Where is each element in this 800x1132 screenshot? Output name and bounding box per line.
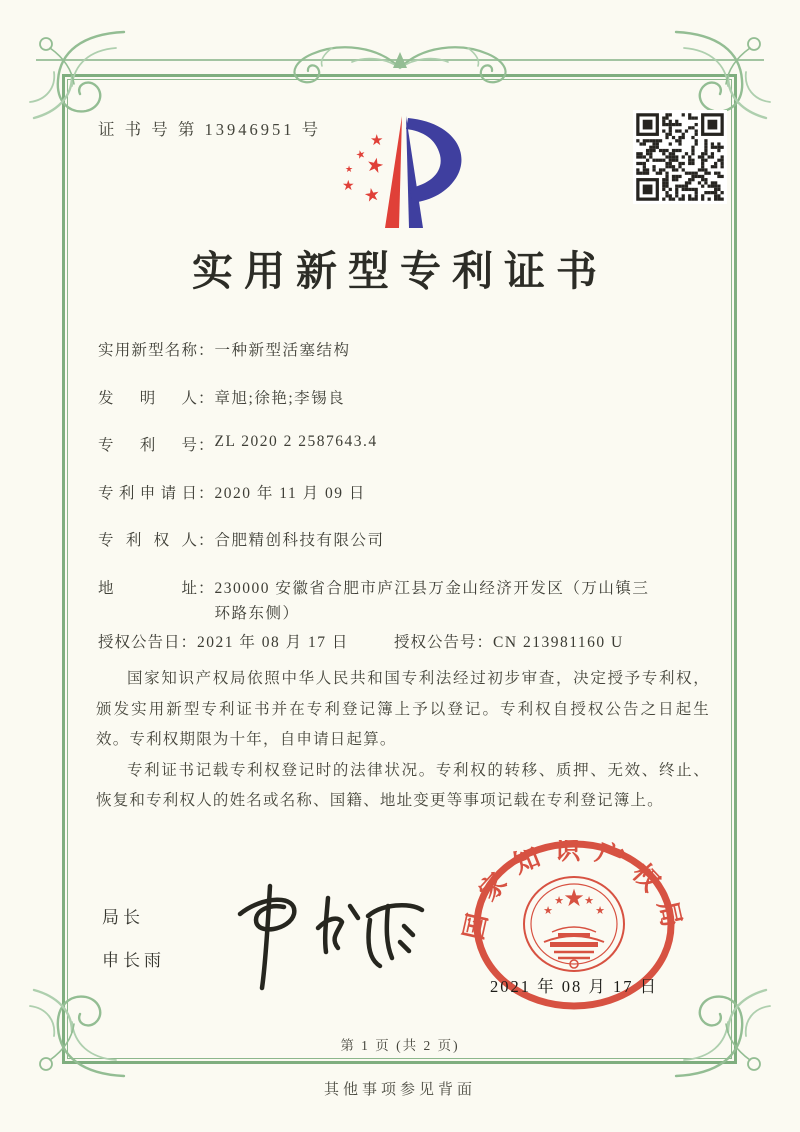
seal-date: 2021 年 08 月 17 日 — [489, 977, 659, 996]
field-colon: ： — [198, 485, 215, 502]
certificate-body — [96, 664, 710, 817]
commissioner-name: 申长雨 — [102, 951, 165, 970]
field-colon: ： — [198, 580, 215, 597]
field-value: 章旭;徐艳;李锡良 — [214, 390, 346, 407]
grant-row — [98, 630, 718, 652]
logo-triangle-blue — [406, 116, 423, 228]
field-row-inventors — [98, 386, 708, 408]
logo-star-icon: ★ — [342, 179, 355, 194]
field-colon: ： — [198, 532, 215, 549]
seal-text: 国家知识产权局 — [458, 840, 690, 943]
back-note: 其他事项参见背面 — [323, 1082, 476, 1098]
qr-code — [633, 110, 727, 204]
field-colon: ： — [198, 342, 215, 359]
field-value: 一种新型活塞结构 — [214, 342, 351, 359]
field-label: 专利号 — [98, 437, 198, 454]
field-row-filing-date — [98, 481, 708, 503]
certificate-number: 证 书 号 第 13946951 号 — [98, 120, 322, 139]
field-label: 地址 — [98, 580, 198, 597]
logo-p-curve — [406, 118, 461, 203]
logo-triangle-red — [385, 116, 402, 228]
field-colon: ： — [198, 390, 215, 407]
logo-star-icon: ★ — [354, 147, 368, 163]
field-row-patentee — [98, 528, 708, 550]
svg-text:★: ★ — [563, 884, 585, 912]
grant-date: 授权公告日：2021 年 08 月 17 日 — [98, 634, 349, 651]
page-number: 第 1 页 (共 2 页) — [340, 1038, 460, 1053]
field-row-patent-no — [98, 433, 708, 455]
field-value: ZL 2020 2 2587643.4 — [214, 433, 378, 450]
field-row-name — [98, 338, 708, 360]
certificate-title: 实用新型专利证书 — [192, 248, 608, 294]
field-label: 专利权人 — [98, 532, 198, 549]
field-value: 2020 年 11 月 09 日 — [214, 485, 366, 502]
field-value: 合肥精创科技有限公司 — [214, 532, 385, 549]
field-label: 发明人 — [98, 390, 198, 407]
svg-text:★: ★ — [584, 894, 594, 907]
commissioner-signature — [212, 872, 432, 994]
logo-star-icon: ★ — [362, 183, 382, 207]
field-label: 专利申请日 — [98, 485, 198, 502]
commissioner-title: 局长 — [102, 908, 144, 927]
logo-star-icon: ★ — [370, 133, 384, 149]
svg-text:★: ★ — [595, 904, 605, 917]
svg-text:★: ★ — [554, 894, 564, 907]
field-row-address — [98, 576, 708, 626]
cnipa-logo — [330, 110, 510, 238]
grant-number: 授权公告号：CN 213981160 U — [394, 634, 624, 651]
official-seal — [458, 840, 690, 1012]
logo-star-icon: ★ — [345, 164, 354, 174]
field-colon: ： — [198, 437, 215, 454]
top-border-line — [36, 59, 764, 61]
logo-star-icon: ★ — [363, 153, 387, 179]
body-paragraph-2: 专利证书记载专利权登记时的法律状况。专利权的转移、质押、无效、终止、恢复和专利权人的姓名或名称、国籍、地址变更等事项记载在专利登记簿上。 — [96, 761, 710, 809]
field-label: 实用新型名称 — [98, 342, 198, 359]
body-paragraph-1: 国家知识产权局依照中华人民共和国专利法经过初步审查，决定授予专利权，颁发实用新型专利证书并在专利登记簿上予以登记。专利权自授权公告之日起生效。专利权期限为十年，自申请日起算。 — [96, 670, 710, 748]
field-value: 230000 安徽省合肥市庐江县万金山经济开发区（万山镇三环路东侧） — [214, 580, 650, 622]
svg-text:★: ★ — [543, 904, 553, 917]
